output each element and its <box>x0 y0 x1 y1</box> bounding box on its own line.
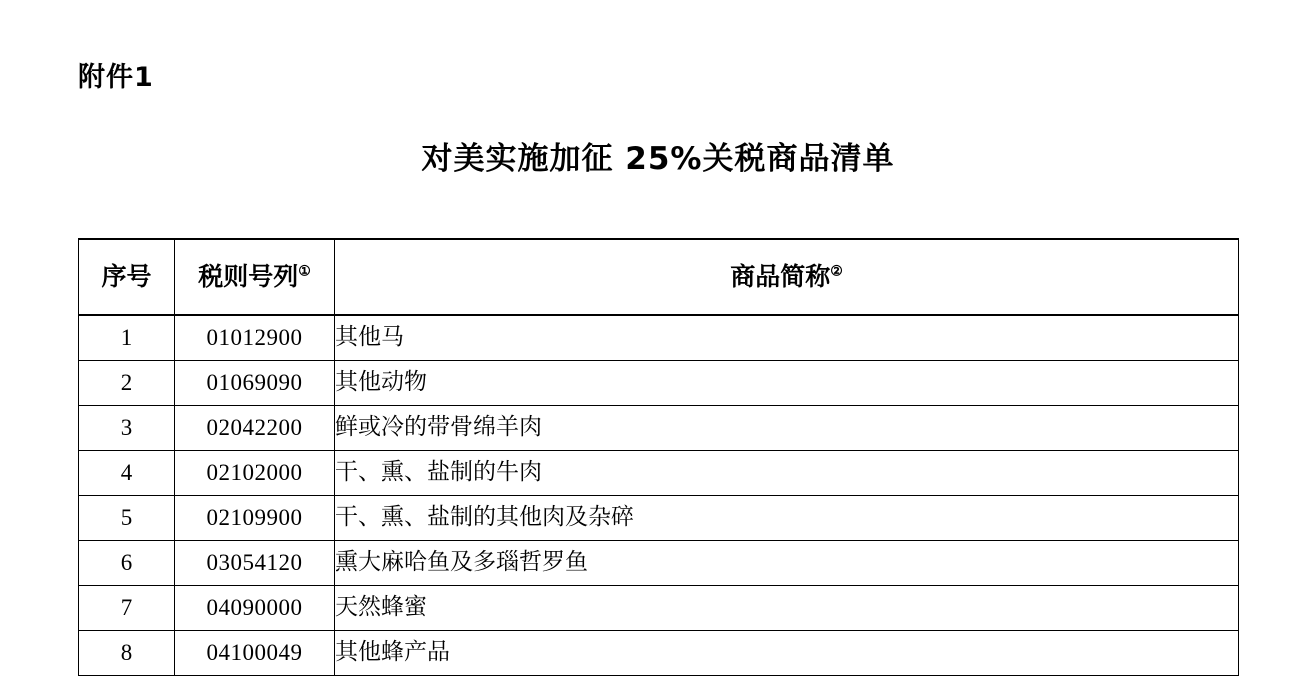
cell-code: 02102000 <box>175 451 335 496</box>
cell-seq: 3 <box>79 406 175 451</box>
cell-code: 04090000 <box>175 586 335 631</box>
table-body <box>79 315 1239 676</box>
table-row <box>79 361 1239 406</box>
cell-seq: 6 <box>79 541 175 586</box>
cell-seq: 5 <box>79 496 175 541</box>
cell-seq: 4 <box>79 451 175 496</box>
column-header-name <box>335 239 1239 315</box>
table-row <box>79 451 1239 496</box>
cell-name: 其他马 <box>335 315 1239 361</box>
cell-code: 02042200 <box>175 406 335 451</box>
table-row <box>79 406 1239 451</box>
attachment-label: 附件1 <box>78 62 154 93</box>
cell-seq: 2 <box>79 361 175 406</box>
table-header-row <box>79 239 1239 315</box>
table-row <box>79 631 1239 676</box>
column-header-code <box>175 239 335 315</box>
tariff-table-container <box>78 238 1238 676</box>
cell-code: 02109900 <box>175 496 335 541</box>
cell-name: 其他动物 <box>335 361 1239 406</box>
cell-name: 熏大麻哈鱼及多瑙哲罗鱼 <box>335 541 1239 586</box>
table-row <box>79 541 1239 586</box>
table-header <box>79 239 1239 315</box>
cell-code: 03054120 <box>175 541 335 586</box>
column-header-code-label: 税则号列 <box>198 262 299 291</box>
cell-seq: 1 <box>79 315 175 361</box>
table-row <box>79 586 1239 631</box>
cell-name: 其他蜂产品 <box>335 631 1239 676</box>
column-header-seq-label: 序号 <box>101 262 152 291</box>
cell-name: 鲜或冷的带骨绵羊肉 <box>335 406 1239 451</box>
column-header-name-label: 商品简称 <box>730 262 831 291</box>
cell-seq: 7 <box>79 586 175 631</box>
cell-name: 干、熏、盐制的其他肉及杂碎 <box>335 496 1239 541</box>
cell-code: 01069090 <box>175 361 335 406</box>
table-row <box>79 315 1239 361</box>
cell-code: 04100049 <box>175 631 335 676</box>
cell-name: 天然蜂蜜 <box>335 586 1239 631</box>
cell-name: 干、熏、盐制的牛肉 <box>335 451 1239 496</box>
table-row <box>79 496 1239 541</box>
column-header-name-footnote: ② <box>830 263 843 280</box>
page-title: 对美实施加征 25%关税商品清单 <box>421 141 895 177</box>
tariff-table <box>78 238 1239 676</box>
column-header-code-footnote: ① <box>298 263 311 280</box>
cell-code: 01012900 <box>175 315 335 361</box>
cell-seq: 8 <box>79 631 175 676</box>
column-header-seq <box>79 239 175 315</box>
